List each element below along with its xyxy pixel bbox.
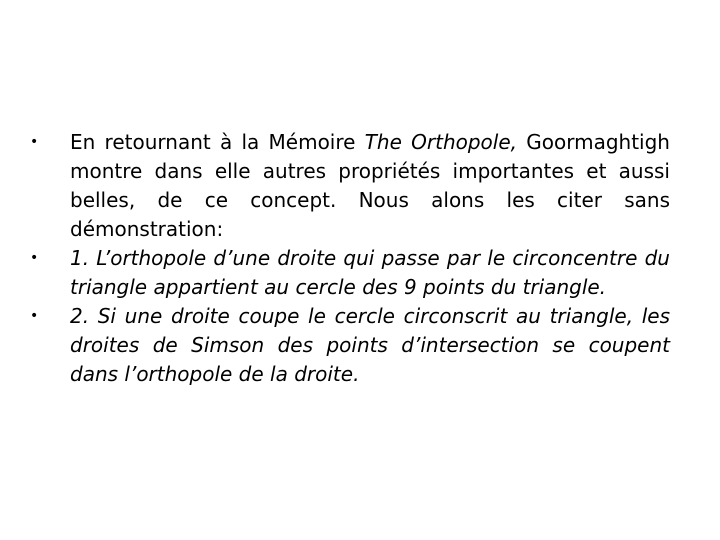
bullet-2-text: 1. L’orthopole d’une droite qui passe par le circoncentre du triangle appartient au cercle des 9 points du triangle.: [70, 246, 670, 299]
bullet-marker-icon: •: [30, 308, 39, 324]
bullet-3-text: 2. Si une droite coupe le cercle circonscrit au triangle, les droites de Simson des points d’intersection se coupent dans l’orthopole de la droite.: [70, 304, 670, 386]
bullet-item-2: [30, 244, 670, 302]
bullet-item-3: [30, 302, 670, 389]
bullet-1-text-after: Goormaghtigh montre dans elle autres propriétés importantes et aussi belles, de ce concept. Nous alons les citer sans démonstration:: [70, 130, 670, 241]
bullet-list: [30, 128, 670, 389]
bullet-marker-icon: •: [30, 250, 39, 266]
bullet-1-text-before: En retournant à la Mémoire: [70, 130, 365, 154]
bullet-item-1: [30, 128, 670, 244]
bullet-1-italic-title: The Orthopole,: [364, 130, 518, 154]
bullet-marker-icon: •: [30, 134, 39, 150]
